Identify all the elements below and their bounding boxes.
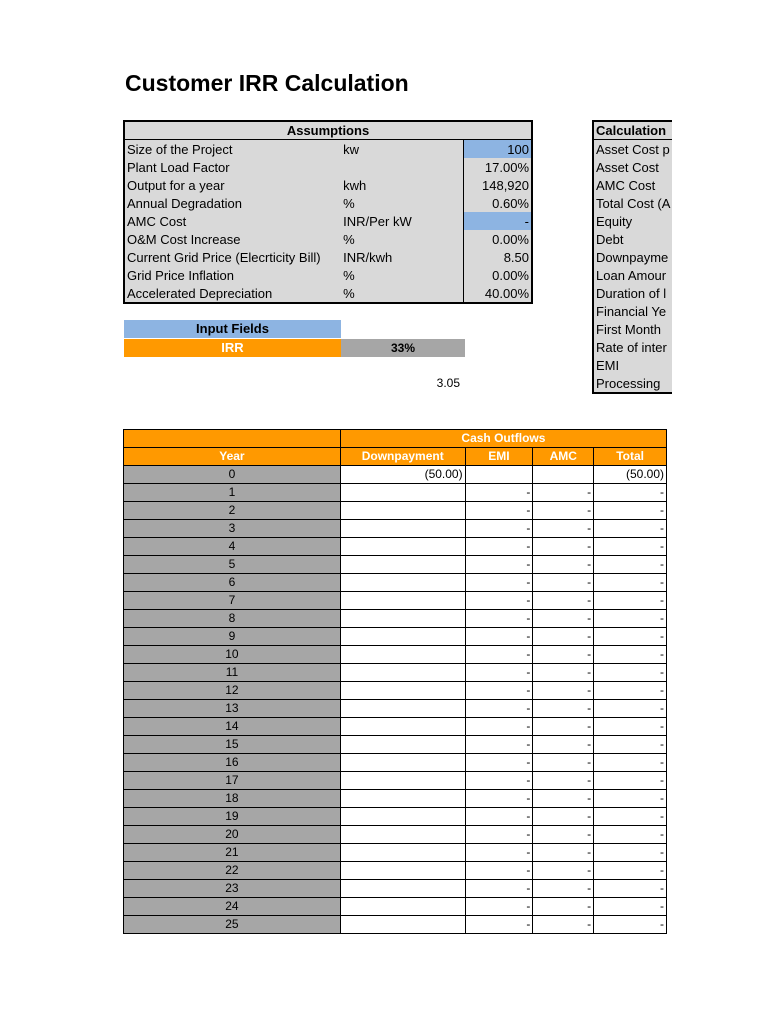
calculations-table — [592, 120, 672, 394]
calculation-label: Processing — [593, 374, 672, 393]
assumption-label: Grid Price Inflation — [124, 266, 341, 284]
calculation-label: Downpayme — [593, 248, 672, 266]
calculation-row — [593, 266, 672, 284]
amc-cell[interactable]: - — [533, 916, 594, 934]
calculation-row — [593, 302, 672, 320]
total-cell[interactable]: - — [594, 754, 667, 772]
total-cell[interactable]: - — [594, 718, 667, 736]
emi-cell[interactable]: - — [465, 592, 533, 610]
cash-row — [124, 826, 667, 844]
cash-row — [124, 700, 667, 718]
amc-cell[interactable]: - — [533, 862, 594, 880]
total-cell[interactable]: - — [594, 898, 667, 916]
year-cell: 12 — [124, 682, 341, 700]
amc-cell[interactable]: - — [533, 592, 594, 610]
assumption-value[interactable]: 40.00% — [463, 284, 532, 303]
year-cell: 3 — [124, 520, 341, 538]
calculation-row — [593, 158, 672, 176]
input-fields-legend: Input Fields — [124, 320, 341, 338]
year-cell: 6 — [124, 574, 341, 592]
year-cell: 2 — [124, 502, 341, 520]
assumption-row — [124, 194, 532, 212]
downpayment-cell[interactable] — [340, 556, 465, 574]
cash-row — [124, 754, 667, 772]
cash-row — [124, 808, 667, 826]
total-cell[interactable]: - — [594, 880, 667, 898]
amc-cell[interactable]: - — [533, 718, 594, 736]
blank-header-cell — [124, 430, 341, 448]
year-cell: 24 — [124, 898, 341, 916]
year-cell: 5 — [124, 556, 341, 574]
assumption-row — [124, 212, 532, 230]
emi-cell[interactable]: - — [465, 772, 533, 790]
assumption-value[interactable]: 148,920 — [463, 176, 532, 194]
emi-cell[interactable]: - — [465, 916, 533, 934]
downpayment-cell[interactable] — [340, 628, 465, 646]
cash-row — [124, 718, 667, 736]
emi-column-header: EMI — [465, 448, 533, 466]
amc-cell[interactable]: - — [533, 502, 594, 520]
total-cell[interactable]: (50.00) — [594, 466, 667, 484]
amc-cell[interactable]: - — [533, 646, 594, 664]
year-cell: 20 — [124, 826, 341, 844]
downpayment-cell[interactable] — [340, 916, 465, 934]
emi-cell[interactable]: - — [465, 574, 533, 592]
total-cell[interactable]: - — [594, 646, 667, 664]
cash-row — [124, 682, 667, 700]
cash-row — [124, 736, 667, 754]
assumption-value[interactable]: 0.60% — [463, 194, 532, 212]
cash-row — [124, 592, 667, 610]
calculation-label: Total Cost (A — [593, 194, 672, 212]
amc-cell[interactable]: - — [533, 736, 594, 754]
cash-row — [124, 502, 667, 520]
amc-column-header: AMC — [533, 448, 594, 466]
downpayment-cell[interactable] — [340, 484, 465, 502]
emi-cell[interactable]: - — [465, 898, 533, 916]
total-cell[interactable]: - — [594, 844, 667, 862]
year-cell: 16 — [124, 754, 341, 772]
calculation-label: AMC Cost — [593, 176, 672, 194]
total-cell[interactable]: - — [594, 700, 667, 718]
assumption-label: Accelerated Depreciation — [124, 284, 341, 303]
calculation-label: Duration of l — [593, 284, 672, 302]
cash-row — [124, 538, 667, 556]
amc-cell[interactable]: - — [533, 664, 594, 682]
assumption-row — [124, 158, 532, 176]
assumption-label: Plant Load Factor — [124, 158, 341, 176]
cash-row — [124, 664, 667, 682]
emi-cell[interactable]: - — [465, 664, 533, 682]
downpayment-cell[interactable] — [340, 682, 465, 700]
calculation-row — [593, 212, 672, 230]
emi-cell[interactable]: - — [465, 538, 533, 556]
year-cell: 10 — [124, 646, 341, 664]
assumption-unit — [341, 158, 463, 176]
cash-row — [124, 466, 667, 484]
total-cell[interactable]: - — [594, 520, 667, 538]
assumption-unit: INR/Per kW — [341, 212, 463, 230]
amc-cell[interactable]: - — [533, 610, 594, 628]
downpayment-cell[interactable] — [340, 826, 465, 844]
cash-row — [124, 880, 667, 898]
calculation-label: First Month — [593, 320, 672, 338]
emi-cell[interactable]: - — [465, 610, 533, 628]
total-cell[interactable]: - — [594, 484, 667, 502]
downpayment-cell[interactable] — [340, 664, 465, 682]
downpayment-cell[interactable] — [340, 880, 465, 898]
emi-cell[interactable]: - — [465, 628, 533, 646]
amc-cell[interactable]: - — [533, 484, 594, 502]
amc-cell[interactable]: - — [533, 772, 594, 790]
emi-cell[interactable]: - — [465, 844, 533, 862]
total-cell[interactable]: - — [594, 736, 667, 754]
cash-row — [124, 610, 667, 628]
year-cell: 7 — [124, 592, 341, 610]
year-cell: 19 — [124, 808, 341, 826]
downpayment-cell[interactable] — [340, 790, 465, 808]
calculation-label: Debt — [593, 230, 672, 248]
cash-row — [124, 898, 667, 916]
calculation-row — [593, 230, 672, 248]
emi-cell[interactable]: - — [465, 700, 533, 718]
calculation-row — [593, 320, 672, 338]
emi-cell[interactable]: - — [465, 484, 533, 502]
assumption-unit: % — [341, 266, 463, 284]
cash-row — [124, 574, 667, 592]
total-cell[interactable]: - — [594, 574, 667, 592]
downpayment-cell[interactable] — [340, 808, 465, 826]
assumption-value[interactable]: 0.00% — [463, 230, 532, 248]
total-cell[interactable]: - — [594, 538, 667, 556]
calculation-label: Asset Cost p — [593, 140, 672, 159]
cash-outflows-table — [123, 429, 667, 934]
assumption-value[interactable]: - — [463, 212, 532, 230]
total-cell[interactable]: - — [594, 682, 667, 700]
downpayment-cell[interactable] — [340, 538, 465, 556]
year-cell: 1 — [124, 484, 341, 502]
year-cell: 9 — [124, 628, 341, 646]
amc-cell[interactable]: - — [533, 574, 594, 592]
total-cell[interactable]: - — [594, 862, 667, 880]
calculation-row — [593, 176, 672, 194]
calculation-row — [593, 374, 672, 393]
downpayment-cell[interactable]: (50.00) — [340, 466, 465, 484]
emi-cell[interactable] — [465, 466, 533, 484]
downpayment-cell[interactable] — [340, 502, 465, 520]
assumption-label: AMC Cost — [124, 212, 341, 230]
amc-cell[interactable]: - — [533, 898, 594, 916]
amc-cell[interactable] — [533, 466, 594, 484]
calculation-label: EMI — [593, 356, 672, 374]
cash-row — [124, 772, 667, 790]
assumption-label: Size of the Project — [124, 140, 341, 159]
total-cell[interactable]: - — [594, 556, 667, 574]
total-cell[interactable]: - — [594, 502, 667, 520]
downpayment-cell[interactable] — [340, 736, 465, 754]
year-column-header: Year — [124, 448, 341, 466]
downpayment-cell[interactable] — [340, 700, 465, 718]
year-cell: 25 — [124, 916, 341, 934]
calculation-row — [593, 194, 672, 212]
amc-cell[interactable]: - — [533, 682, 594, 700]
total-cell[interactable]: - — [594, 610, 667, 628]
assumption-label: Output for a year — [124, 176, 341, 194]
amc-cell[interactable]: - — [533, 826, 594, 844]
assumption-label: Annual Degradation — [124, 194, 341, 212]
year-cell: 21 — [124, 844, 341, 862]
assumption-unit: % — [341, 284, 463, 303]
amc-cell[interactable]: - — [533, 790, 594, 808]
calculation-label: Financial Ye — [593, 302, 672, 320]
calculation-row — [593, 356, 672, 374]
assumption-row — [124, 176, 532, 194]
year-cell: 17 — [124, 772, 341, 790]
calculation-row — [593, 140, 672, 159]
calculation-row — [593, 338, 672, 356]
assumption-unit: kwh — [341, 176, 463, 194]
cash-row — [124, 790, 667, 808]
cash-row — [124, 646, 667, 664]
cash-row — [124, 628, 667, 646]
emi-cell[interactable]: - — [465, 718, 533, 736]
cash-row — [124, 484, 667, 502]
emi-cell[interactable]: - — [465, 826, 533, 844]
year-cell: 11 — [124, 664, 341, 682]
downpayment-cell[interactable] — [340, 520, 465, 538]
assumption-row — [124, 266, 532, 284]
irr-value[interactable]: 33% — [341, 339, 465, 357]
assumption-unit: % — [341, 194, 463, 212]
downpayment-cell[interactable] — [340, 610, 465, 628]
calculation-label: Asset Cost — [593, 158, 672, 176]
emi-cell[interactable]: - — [465, 880, 533, 898]
year-cell: 0 — [124, 466, 341, 484]
calculations-header: Calculation — [593, 121, 672, 140]
page-title: Customer IRR Calculation — [125, 70, 409, 96]
year-cell: 18 — [124, 790, 341, 808]
downpayment-cell[interactable] — [340, 862, 465, 880]
amc-cell[interactable]: - — [533, 520, 594, 538]
cash-row — [124, 862, 667, 880]
downpayment-cell[interactable] — [340, 898, 465, 916]
emi-cell[interactable]: - — [465, 862, 533, 880]
calculation-row — [593, 248, 672, 266]
assumption-row — [124, 230, 532, 248]
amc-cell[interactable]: - — [533, 628, 594, 646]
assumption-value[interactable]: 0.00% — [463, 266, 532, 284]
assumption-value[interactable]: 17.00% — [463, 158, 532, 176]
amc-cell[interactable]: - — [533, 556, 594, 574]
assumption-label: O&M Cost Increase — [124, 230, 341, 248]
emi-cell[interactable]: - — [465, 646, 533, 664]
irr-label: IRR — [124, 339, 341, 357]
assumption-label: Current Grid Price (Elecrticity Bill) — [124, 248, 341, 266]
total-cell[interactable]: - — [594, 664, 667, 682]
assumption-unit: % — [341, 230, 463, 248]
amc-cell[interactable]: - — [533, 844, 594, 862]
emi-cell[interactable]: - — [465, 502, 533, 520]
cash-row — [124, 556, 667, 574]
total-cell[interactable]: - — [594, 772, 667, 790]
year-cell: 22 — [124, 862, 341, 880]
assumption-value[interactable]: 100 — [463, 140, 532, 159]
total-cell[interactable]: - — [594, 628, 667, 646]
calculation-label: Loan Amour — [593, 266, 672, 284]
total-column-header: Total — [594, 448, 667, 466]
emi-cell[interactable]: - — [465, 808, 533, 826]
year-cell: 15 — [124, 736, 341, 754]
year-cell: 14 — [124, 718, 341, 736]
cash-row — [124, 844, 667, 862]
calculation-row — [593, 284, 672, 302]
downpayment-cell[interactable] — [340, 754, 465, 772]
assumptions-header: Assumptions — [124, 121, 532, 140]
total-cell[interactable]: - — [594, 592, 667, 610]
total-cell[interactable]: - — [594, 826, 667, 844]
assumption-row — [124, 140, 532, 159]
emi-cell[interactable]: - — [465, 790, 533, 808]
emi-cell[interactable]: - — [465, 736, 533, 754]
assumption-row — [124, 248, 532, 266]
year-cell: 13 — [124, 700, 341, 718]
cash-row — [124, 520, 667, 538]
calculation-label: Rate of inter — [593, 338, 672, 356]
total-cell[interactable]: - — [594, 790, 667, 808]
cash-row — [124, 916, 667, 934]
calculation-label: Equity — [593, 212, 672, 230]
emi-cell[interactable]: - — [465, 682, 533, 700]
downpayment-cell[interactable] — [340, 772, 465, 790]
assumption-value[interactable]: 8.50 — [463, 248, 532, 266]
emi-cell[interactable]: - — [465, 556, 533, 574]
downpayment-column-header: Downpayment — [340, 448, 465, 466]
downpayment-cell[interactable] — [340, 646, 465, 664]
emi-cell[interactable]: - — [465, 520, 533, 538]
emi-cell[interactable]: - — [465, 754, 533, 772]
year-cell: 23 — [124, 880, 341, 898]
year-cell: 8 — [124, 610, 341, 628]
assumption-row — [124, 284, 532, 303]
amc-cell[interactable]: - — [533, 880, 594, 898]
total-cell[interactable]: - — [594, 808, 667, 826]
cash-outflows-header: Cash Outflows — [340, 430, 666, 448]
year-cell: 4 — [124, 538, 341, 556]
amc-cell[interactable]: - — [533, 754, 594, 772]
downpayment-cell[interactable] — [340, 718, 465, 736]
amc-cell[interactable]: - — [533, 538, 594, 556]
downpayment-cell[interactable] — [340, 844, 465, 862]
total-cell[interactable]: - — [594, 916, 667, 934]
amc-cell[interactable]: - — [533, 700, 594, 718]
floating-value: 3.05 — [436, 376, 460, 390]
assumption-unit: INR/kwh — [341, 248, 463, 266]
assumptions-table — [123, 120, 533, 304]
assumption-unit: kw — [341, 140, 463, 159]
downpayment-cell[interactable] — [340, 592, 465, 610]
amc-cell[interactable]: - — [533, 808, 594, 826]
downpayment-cell[interactable] — [340, 574, 465, 592]
